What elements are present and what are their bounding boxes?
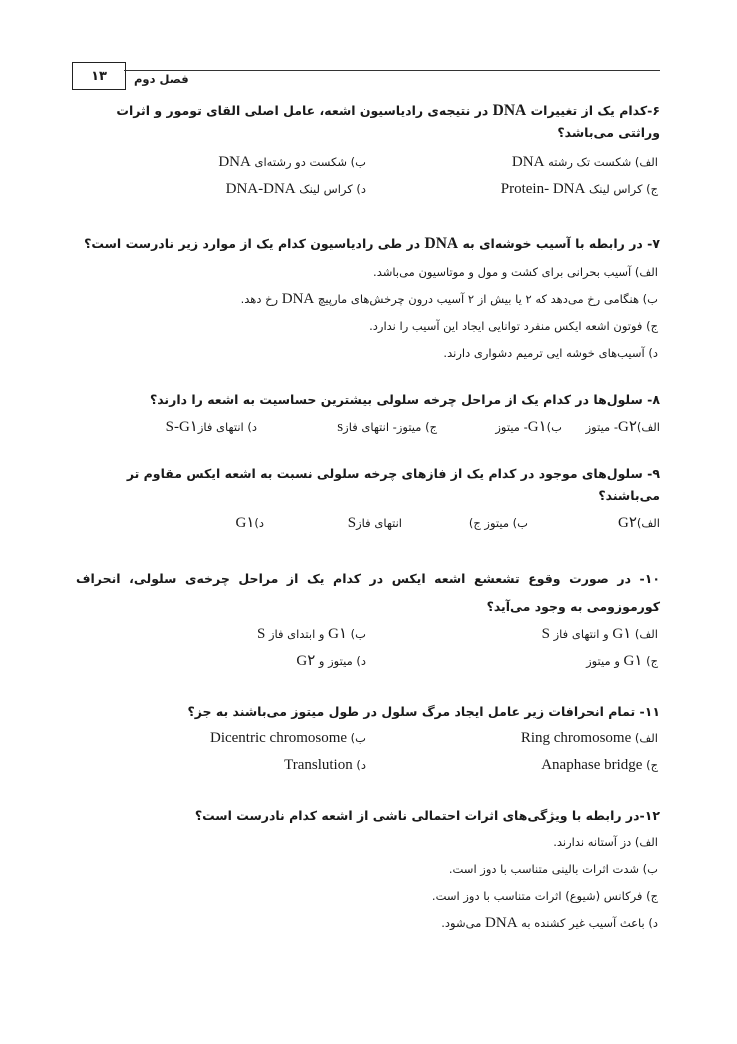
- question-11: [76, 701, 660, 779]
- option-latin: S-G۱: [165, 419, 198, 435]
- option-label: ب) شکست دو رشته‌ای: [250, 155, 366, 169]
- option-latin: DNA: [511, 154, 545, 170]
- option-d: [76, 648, 368, 675]
- option-label: ج) کراس لینک: [585, 182, 658, 196]
- option-label: انتهای فاز: [356, 516, 402, 530]
- option-b: ب) میتوز ج): [468, 516, 528, 530]
- option-label: الف) شکست تک رشته: [544, 155, 658, 169]
- option-text: رخ دهد.: [240, 292, 282, 306]
- option-a: الف) آسیب بحرانی برای کشت و مول و موتاسیون می‌باشد.: [373, 265, 658, 279]
- option-text: - میتوز: [495, 420, 528, 434]
- option-text: و ابتدای فاز: [265, 627, 329, 641]
- title-text: ۷- در رابطه با آسیب خوشه‌ای به: [458, 236, 660, 251]
- question-title: [76, 233, 660, 255]
- option-label: ج): [642, 654, 658, 668]
- option-b: ب) شدت اثرات بالینی متناسب با دوز است.: [448, 862, 658, 876]
- option-c: [368, 648, 660, 675]
- option-d: [76, 910, 660, 937]
- question-9: [76, 463, 660, 535]
- option-c: ج) فرکانس (شیوع) اثرات متناسب با دوز است.: [431, 889, 658, 903]
- option-a: [368, 621, 660, 648]
- option-d: [236, 511, 265, 535]
- option-b: [76, 725, 368, 752]
- option-b: [76, 621, 368, 648]
- option-b: [76, 149, 368, 176]
- option-text: د) باعث آسیب غیر کشنده به: [517, 916, 658, 930]
- option-latin: DNA: [485, 915, 518, 931]
- option-text: و میتوز: [586, 654, 624, 668]
- question-8: [76, 389, 660, 439]
- option-text: و انتهای فاز: [549, 627, 613, 641]
- option-latin: G۲: [618, 515, 637, 531]
- questions-area: [76, 100, 660, 937]
- title-text: ۶-کدام یک از تغییرات: [526, 103, 660, 118]
- question-6: [76, 100, 660, 203]
- option-label: د) انتهای فاز: [197, 420, 257, 434]
- option-latin: S: [256, 626, 266, 642]
- option-text: ب) هنگامی رخ می‌دهد که ۲ یا بیش از ۲ آسیب درون چرخش‌های مارپیچ: [314, 292, 658, 306]
- option-latin: G۲: [618, 419, 637, 435]
- option-b: [437, 415, 562, 439]
- option-label: د): [254, 516, 264, 530]
- title-dna: DNA: [424, 235, 459, 252]
- option-a: [528, 511, 660, 535]
- option-label: الف): [636, 420, 660, 434]
- option-latin: S: [541, 626, 550, 642]
- option-latin: G۱: [623, 653, 643, 669]
- option-latin: G۱: [527, 419, 547, 435]
- question-title: ۱۲-در رابطه با ویژگی‌های اثرات احتمالی ناشی از اشعه کدام نادرست است؟: [194, 808, 660, 823]
- question-title: ۸- سلول‌ها در کدام یک از مراحل چرخه سلولی بیشترین حساسیت به اشعه را دارند؟: [149, 392, 660, 407]
- question-title: ۱۱- تمام انحرافات زیر عامل ایجاد مرگ سلول در طول میتوز می‌باشند به جز؟: [187, 704, 660, 719]
- option-latin: DNA-DNA: [225, 181, 296, 197]
- option-a: [368, 725, 660, 752]
- option-c: [264, 511, 402, 535]
- option-label: ج) میتوز- انتهای فاز: [343, 420, 437, 434]
- option-label: ب): [347, 627, 366, 641]
- option-d: [76, 176, 368, 203]
- option-a: [562, 415, 660, 439]
- option-latin: G۱: [235, 515, 255, 531]
- page-header: [72, 60, 660, 94]
- option-text: می‌شود.: [441, 916, 486, 930]
- option-label: الف): [631, 627, 658, 641]
- option-label: الف): [631, 731, 658, 745]
- title-dna: DNA: [492, 102, 527, 119]
- option-text: - میتوز: [585, 420, 619, 434]
- question-title: ۱۰- در صورت وقوع تشعشع اشعه ایکس در کدام یک از مراحل چرخه‌ی سلولی، انحراف کورموزومی به وجود می‌آید؟: [76, 571, 660, 614]
- option-latin: G۲: [296, 653, 316, 669]
- option-label: الف): [636, 516, 660, 530]
- question-7: [76, 233, 660, 367]
- option-c: [368, 176, 660, 203]
- option-c: [257, 415, 437, 439]
- title-text: در نتیجه‌ی رادیاسیون اشعه، عامل اصلی القای تومور و اثرات وراثتی می‌باشد؟: [116, 103, 660, 140]
- option-latin: Dicentric chromosome: [209, 730, 348, 746]
- option-d: [166, 415, 257, 439]
- option-latin: DNA: [218, 154, 251, 170]
- option-latin: Protein- DNA: [500, 181, 586, 197]
- option-label: ب): [347, 731, 366, 745]
- option-d: [76, 752, 368, 779]
- title-text: در طی رادیاسیون کدام یک از موارد زیر نادرست است؟: [84, 236, 425, 251]
- option-c: [368, 752, 660, 779]
- question-title: ۹- سلول‌های موجود در کدام یک از فازهای چرخه سلولی نسبت به اشعه ایکس مقاوم تر می‌باشند؟: [126, 466, 660, 503]
- option-latin: Anaphase bridge: [541, 757, 643, 773]
- question-12: [76, 805, 660, 937]
- page-number: ۱۳: [72, 62, 126, 90]
- option-label: د): [352, 758, 366, 772]
- option-label: ب): [546, 420, 562, 434]
- chapter-title: فصل دوم: [134, 72, 189, 86]
- option-latin: G۱: [328, 626, 348, 642]
- option-label: د) کراس لینک: [295, 182, 366, 196]
- option-latin: DNA: [281, 291, 315, 307]
- option-a: الف) دز آستانه ندارند.: [553, 835, 658, 849]
- option-label: د) میتوز و: [315, 654, 366, 668]
- option-c: ج) فوتون اشعه ایکس منفرد توانایی ایجاد این آسیب را ندارد.: [369, 319, 658, 333]
- header-rule: [124, 70, 660, 71]
- option-latin: Translution: [284, 757, 353, 773]
- option-b: [76, 286, 660, 313]
- option-d: د) آسیب‌های خوشه ایی ترمیم دشواری دارند.: [443, 346, 658, 360]
- option-latin: s: [337, 419, 344, 435]
- option-latin: Ring chromosome: [520, 730, 632, 746]
- option-latin: S: [347, 515, 357, 531]
- option-label: ج): [642, 758, 658, 772]
- question-title: [76, 100, 660, 144]
- option-a: [368, 149, 660, 176]
- question-10: [76, 565, 660, 675]
- option-latin: G۱: [612, 626, 632, 642]
